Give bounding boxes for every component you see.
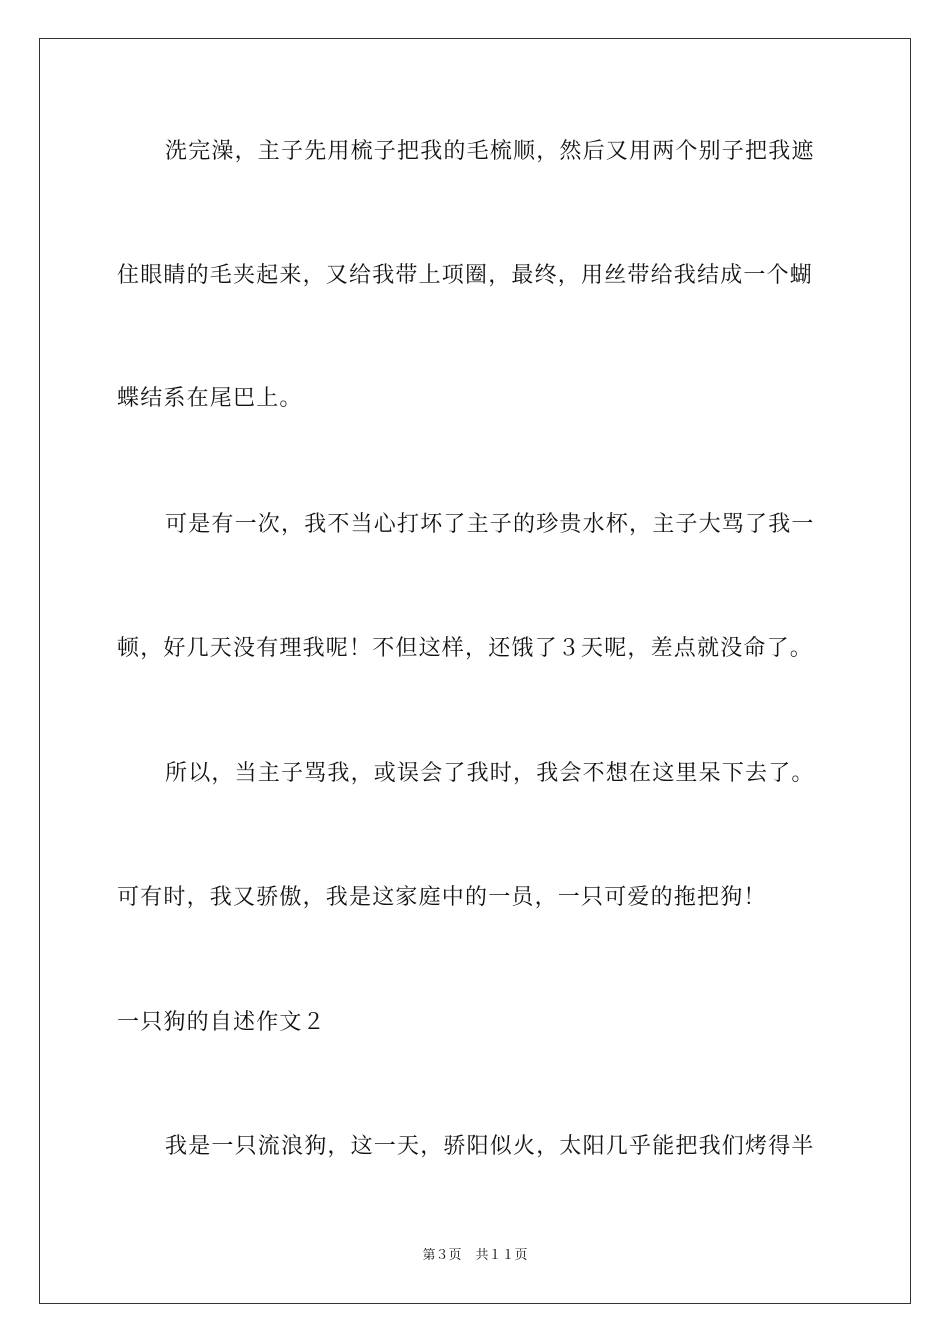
paragraph-line: 所以，当主子骂我，或误会了我时，我会不想在这里呆下去了。 [165,761,815,786]
paragraph-line: 洗完澡，主子先用梳子把我的毛梳顺，然后又用两个别子把我遮 [165,139,815,164]
section-heading: 一只狗的自述作文２ [117,1010,326,1035]
page-total: 共１１页 [475,1248,528,1263]
paragraph-line: 可是有一次，我不当心打坏了主子的珍贵水杯，主子大骂了我一 [165,512,815,537]
paragraph-line: 我是一只流浪狗，这一天，骄阳似火，太阳几乎能把我们烤得半 [165,1134,815,1159]
paragraph-line: 蝶结系在尾巴上。 [117,386,303,411]
paragraph-line: 住眼睛的毛夹起来，又给我带上项圈，最终，用丝带给我结成一个蝴 [117,263,814,288]
paragraph-line: 可有时，我又骄傲，我是这家庭中的一员，一只可爱的拖把狗！ [117,885,767,910]
page-number: 第３页 [422,1248,462,1263]
page-border [39,38,911,1304]
page-footer [0,1247,950,1265]
paragraph-line: 顿，好几天没有理我呢！不但这样，还饿了３天呢，差点就没命了。 [117,636,814,661]
